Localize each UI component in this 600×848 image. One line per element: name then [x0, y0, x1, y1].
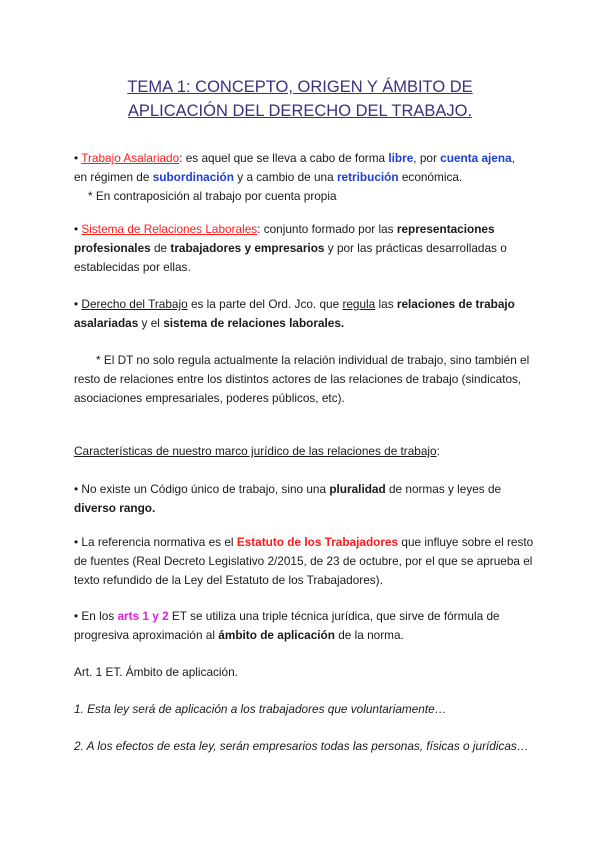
term-subordinacion: subordinación	[152, 170, 234, 184]
definition-sistema-relaciones	[74, 220, 544, 277]
bullet: •	[74, 297, 79, 311]
text: es la parte del Ord. Jco. que	[187, 297, 343, 311]
note-dt: * El DT no solo regula actualmente la relación individual de trabajo, sino también el resto de relaciones entre los distintos actores de las relaciones de trabajo (sindicatos, asociaciones empresariales, poderes públicos, etc).	[74, 353, 530, 405]
bullet: •	[74, 151, 79, 165]
term-cuenta-ajena: cuenta ajena	[440, 151, 512, 165]
text: , por	[413, 151, 441, 165]
text: No existe un Código único de trabajo, sino una	[78, 482, 330, 496]
text: que influye sobre el resto de fuentes (Real Decreto Legislativo 2/2015, de 23 de octubre, por el que se aprueba el texto refundido de la Ley del Estatuto de los Trabajadores).	[74, 535, 534, 587]
term-libre: libre	[388, 151, 414, 165]
term-retribucion: retribución	[336, 170, 399, 184]
text: :	[436, 444, 440, 458]
bullet: •	[74, 535, 79, 549]
term-pluralidad: pluralidad	[329, 482, 386, 496]
text: de	[150, 241, 171, 255]
definition-derecho-trabajo	[74, 295, 544, 333]
text: ,	[511, 151, 515, 165]
term-ambito: ámbito de aplicación	[218, 628, 335, 642]
caracteristica-2	[74, 533, 544, 590]
text: de normas y leyes de	[385, 482, 502, 496]
text: En los	[78, 609, 118, 623]
section-heading-caracteristicas	[74, 442, 544, 461]
term-regula: regula	[342, 297, 376, 311]
term-derecho-trabajo: Derecho del Trabajo	[81, 297, 188, 311]
text: y por las prácticas desarrolladas o establecidas por ellas.	[74, 241, 507, 274]
text: : conjunto formado por las	[257, 222, 397, 236]
text: y el	[138, 316, 164, 330]
term-sistema-relaciones-laborales: sistema de relaciones laborales.	[163, 316, 345, 330]
text: : es aquel que se lleva a cabo de forma	[179, 151, 389, 165]
art1-heading: Art. 1 ET. Ámbito de aplicación.	[74, 665, 238, 679]
heading-text: Características de nuestro marco jurídico de las relaciones de trabajo	[74, 444, 437, 458]
definition-trabajo-asalariado	[74, 149, 544, 206]
title-line-1: TEMA 1: CONCEPTO, ORIGEN Y ÁMBITO DE	[127, 78, 473, 96]
term-representaciones: representaciones profesionales	[74, 222, 495, 255]
note-cuenta-propia: * En contraposición al trabajo por cuenta propia	[88, 189, 337, 203]
art1-line-2: 2. A los efectos de esta ley, serán empresarios todas las personas, físicas o jurídicas…	[74, 739, 529, 753]
text: de la norma.	[334, 628, 404, 642]
caracteristica-1	[74, 480, 544, 518]
term-estatuto: Estatuto de los Trabajadores	[236, 535, 399, 549]
text: económica.	[398, 170, 463, 184]
art1-line-1: 1. Esta ley será de aplicación a los trabajadores que voluntariamente…	[74, 702, 447, 716]
page-title	[0, 75, 600, 123]
title-line-2: APLICACIÓN DEL DERECHO DEL TRABAJO.	[127, 102, 473, 120]
bullet: •	[74, 482, 79, 496]
term-trabajadores-empresarios: trabajadores y empresarios	[170, 241, 325, 255]
caracteristica-3	[74, 607, 544, 645]
text: La referencia normativa es el	[78, 535, 237, 549]
term-sistema-relaciones: Sistema de Relaciones Laborales	[81, 222, 258, 236]
text: las	[375, 297, 397, 311]
term-diverso-rango: diverso rango.	[74, 501, 156, 515]
text: y a cambio de una	[233, 170, 337, 184]
term-trabajo-asalariado: Trabajo Asalariado	[81, 151, 180, 165]
text: en régimen de	[74, 170, 153, 184]
term-arts: arts 1 y 2	[117, 609, 169, 623]
bullet: •	[74, 222, 79, 236]
bullet: •	[74, 609, 79, 623]
text: ET se utiliza una triple técnica jurídica, que sirve de fórmula de progresiva aproximación al	[74, 609, 500, 642]
term-relaciones-trabajo: relaciones de trabajo asalariadas	[74, 297, 515, 330]
